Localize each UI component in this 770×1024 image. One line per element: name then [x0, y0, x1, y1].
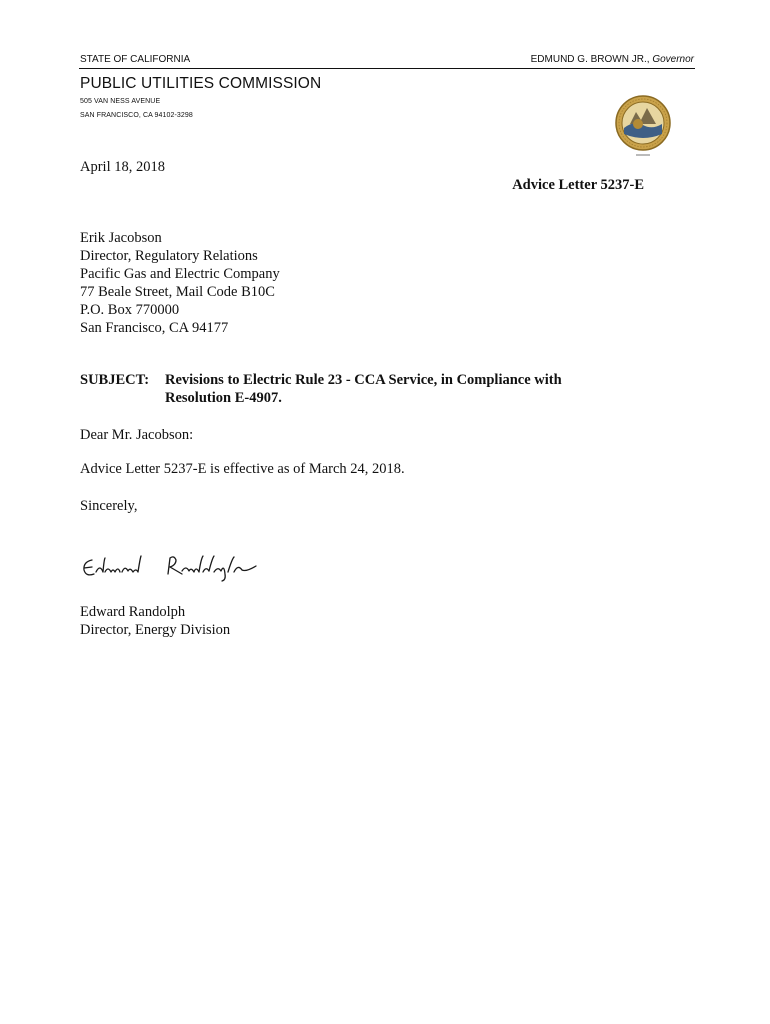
recipient-line: Pacific Gas and Electric Company — [80, 266, 280, 282]
recipient-address — [80, 229, 280, 337]
recipient-line: San Francisco, CA 94177 — [80, 320, 229, 336]
governor-name: EDMUND G. BROWN JR., — [530, 54, 650, 65]
agency-address-line2: SAN FRANCISCO, CA 94102-3298 — [80, 112, 193, 119]
header-rule — [79, 68, 695, 69]
signer-title: Director, Energy Division — [80, 622, 231, 638]
signer-block — [80, 603, 230, 639]
closing: Sincerely, — [80, 498, 138, 514]
state-seal-icon — [614, 94, 672, 160]
salutation: Dear Mr. Jacobson: — [80, 427, 194, 443]
recipient-line: Erik Jacobson — [80, 230, 162, 246]
recipient-line: Director, Regulatory Relations — [80, 248, 258, 264]
body-paragraph: Advice Letter 5237-E is effective as of March 24, 2018. — [80, 461, 405, 477]
subject-line: Revisions to Electric Rule 23 - CCA Service, in Compliance with — [165, 372, 562, 388]
state-header: STATE OF CALIFORNIA — [80, 54, 191, 65]
recipient-line: P.O. Box 770000 — [80, 302, 180, 318]
letter-date: April 18, 2018 — [80, 159, 165, 175]
signer-name: Edward Randolph — [80, 604, 186, 620]
advice-letter-number: Advice Letter 5237-E — [512, 177, 644, 193]
subject-line: Resolution E-4907. — [165, 390, 282, 406]
signature-image — [78, 550, 278, 586]
governor-title: Governor — [652, 54, 694, 65]
subject-label: SUBJECT: — [80, 372, 150, 388]
agency-name: PUBLIC UTILITIES COMMISSION — [80, 75, 322, 92]
agency-address-line1: 505 VAN NESS AVENUE — [80, 98, 161, 105]
subject-text — [165, 371, 625, 407]
recipient-line: 77 Beale Street, Mail Code B10C — [80, 284, 275, 300]
governor-header — [531, 54, 694, 65]
